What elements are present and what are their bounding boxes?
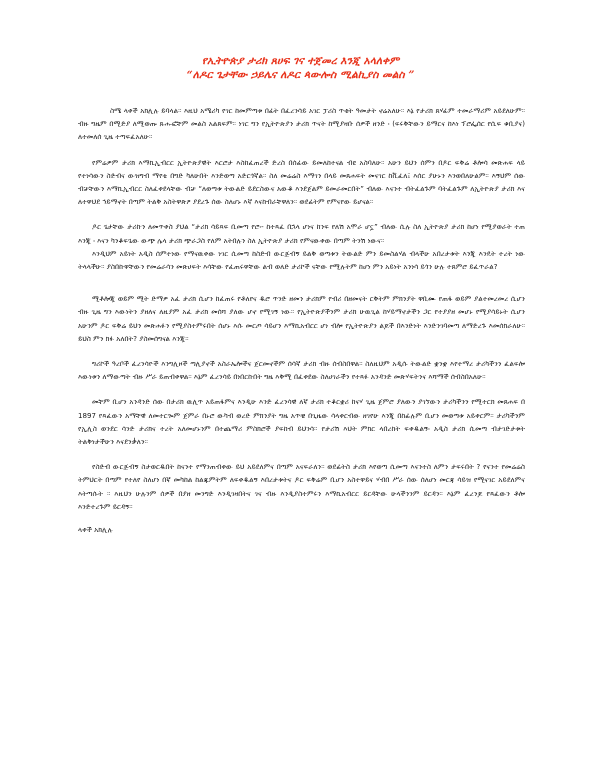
paragraph-4: እንዲህም አይነት አዲስ ሰምተነው የማናዉቀው ነገር ሲመጣ ከስድብ ውርጅብኝ ይልቅ ወጣቱን ትውልድ ምን ይመስልሃል ብላችሁ አበረታቱት እንጂ እንዴት ተረት ነው ትላላችሁ። ያስበኩዋቸውን የመሬራሳን መጽሀፍት እሳቸው የፈጠሩዋቸው ልብ ወለድ ታሪኮች ናቸው የሚሉትም ከሆነ ምን አይነት አንነሳ ይጎን ሁሉ ተጸምሮ ይፈጥራል? xyxy=(78,248,525,272)
document-body xyxy=(78,104,525,535)
paragraph-5: ሚቶሎጂ ወይም ሚት ድማዎ አፈ ታሪክ ሲሆን ከፈጠሩ የቶለየና ዱሮ ጥንድ ዘመን ታሪክም የብሪ በዘመናት ርቅትም ምክንያት ዋቢሙ የጠፋ ወይም ያልተመረመረ ሲሆን ብዙ ጊዜ ግን እውነትን ያዘለና ለዚያም አፈ ታሪክ መሰሻ ያለው ሆኖ የሚገኝ ነው። የኢትዮጵያችንም ታሪክ ሁዉጊል ከሃይማኖታችን ጋር የተያያዘ መሆኑ የሚያሳይኑት ሲሆን አሁንም ዶር ፍቅሬ ይህን መጽሐፉን የሚያስተምሩበት ሰሆኑ እሱ መርጦ ሳይሆን እማኪአብርር ሆነ ብሎ የኢትዮጵያን ልጆች በእንድነት እንድንገባመጣ ለማድረጉ እመሰክራለሁ። ይህስ ምን ክፉ አለበት? ያስመሰግናል እንጂ። xyxy=(78,294,525,343)
signature: ላቀች አክሊሉ xyxy=(78,525,113,535)
paragraph-8: የስድብ ውርጅብኝ ስታወርዱበት ከናንተ የማንጠብቀው ይህ አይደለምና በጣም አናፍራለን። ወደፊትስ ታሪክ እየወጣ ሲመጣ እናንተስ ለምን ታፍሩበት ? የናንተ የመሬሬስ ትምህርት በጣም የተለየ ስለሆነ በኛ መካከል ከልጁምትም ለፍቀዱልኝ እበረታቱትና ዶር ፍቅሬም ቢሆን አስተዋይና ሃብበ ሥራ ሰው ሰለሆነ መርጃ ሳይዝ የሚናገር አይደለምና እትጣሱት ። እዚህን ሁሉንም ሰዎች በያዘ መንግድ እንዲገዛበትና ገና ብዙ እንዲያስተምሩን እማኪአብርር ይርዳቸው ሁላችንንም ይርዳን። እኔም ፈረንጆ የጻፈውን ቶሎ እንድተረጉም ይርዳኝ። xyxy=(78,462,525,511)
title-line-1: የኢትዮጵያ ታሪክ ጸሀፍ ገና ተጀመረ እንጂ አላለቀም xyxy=(201,55,400,67)
paragraph-7: መቸም ቢሆን አንዳንድ ሰው በታሪክ ዉሊጥ አይጠፋምና እንዲሁ እንድ ፈረንሳዊ ለኛ ታሪክ ተቆርቋሪ ከናሃ ጊዜ ጀምሮ ያለውን ያገኘውን ታሪካችንን የሚተርክ መጸሐፍ በ 1897 የጻፈውን አማቸዊ ለመተርጐም ጀምራ በኑሮ ውካብ ወረድ ምክንያት ግዜ አጥቼ በጊዜው ሳላቀርብው ዘገየሁ እንጂ በከፊሉም ቢሆን መወጣቱ አይቀርም። ታሪካችንም የኢሊስ ወንደር ሳንድ ታሪክና ተረት አለመሆኑንም በተጨማሪ ምስክሮች ያፍከብ ይህንሳ። የታሪሽ እህት ምክር ላበረከት ፍቀዱልኝ፡ አዲስ ታሪክ ሲመጣ ብታገድታቱት ትልቅነታችሁን እናደንቃለን። xyxy=(78,397,525,447)
title-line-2: “ለዶር ጌታቸው ኃይሌና ለዶር ጳውሎስ ሚልኪያስ መልስ ” xyxy=(186,69,415,81)
document-title xyxy=(78,54,523,82)
paragraph-2: የምሬዎም ታሪክ እማኪኢብርር ኢትዮጵያዊት እርሮታ እስከፈጠረች ድረስ በሰፊው ይመለከተናል ብዩ አስባለሁ። አሁን ይህን ሰምን በዶር ፍቅሬ ቶሎሳ መጽሐፍ ላይ የተነሳውን ስድብና ውዝግብ ማየቴ በግድ ካለሁበት እንድወጣ አድርጎኛል። ስለ መሬሬስ እማገን በላይ መጸሐፍት መናገር ከቪፈለ፤ እሰር ያሁኑን እንወበለሁልም። እኝህም ሰው ብቻቸውን እማኪኢብርር ስለፈቀደላቸው ብቻ “ለወጣቱ ትውልድ ይደርስውና አውቆ እንደጀልም ይመራመርበት” ብለው እናንተ ብትፈልጉም ባትፈልጉም ለኢትዮጵያ ታሪክ እና ለተዋህደ ኅይማኖት በጣም ትልቅ አስትዋጽዖ ያደረጉ ሰው ስለሆኑ እኛ እናከብራቸዋለን። ወደፊትም የምናየው ይሆናል። xyxy=(78,157,525,207)
paragraph-3: ዶር ጌታቸው ታሪኩን ለመጥቀስ ያህል “ታሪክ ሳይጻፍ ቢመጣ የሮ፡- ከተጻፈ በኋላ ሆነና ከንፍ የለሽ አሞራ ሆኗ” ብለው ሲሉ ስለ ኢትዮጵያ ታሪክ ከሆነ የሚያወራት ተጠ እንጂ ፡ እናን ካንቆፍጌው ውጭ ሌላ ታሪክ ጭራጋስ የለም አትበሉን ስለ ኢትዮጵያ ታሪክ የምናውቀው በጣም ትንሽ ነውና። xyxy=(78,222,525,245)
paragraph-6: ግሪኮች ዓረቦች ፈረንሳዮች እንግሊዞች ጣሊያኖች አስራኤሎችና ጀርመኖችም ሰሳኛ ታሪክ ብዙ ሰብስበዋል። ስለዚህም አዲሱ ትውልድ ቋንቋ እየተማረ ታሪካችንን ፈልፍሎ እውነቱን ለማውጣት ብዙ ሥራ ይጠብቀዋል። እኔም ፈረንሳይ በነበርኩበት ግዜ እቅሚ በፈቀደው ስለሀገራችን የተጻፉ አንዳንድ መጽሃፍትንና እሻማች ሰብስበአለሁ። xyxy=(78,359,525,382)
paragraph-1: ስሜ ላቀች አክሊሉ ይባላል። እዚህ አሜሪካ የገር ከመምጣቱ በፊት በፈረንሳይ አገር ፓሪስ ጥቂት ዓመታት ኖሬአለሁ። እኔ የታሪክ ጸሃፊም ተመራማሪም አይደለሁም። ብዙ ግዜም በሚድያ ለሚወጡ ጹሑፎቸም መልስ አልጸፍም። ነገር ግን የኢትዮጵያን ታሪክ ጥናት ከሚያዛቡ ሰዎች ዘንድ ፡ (ፍሩቅቸውን ይማርና ከእነ ፕሮፌሰር የሲፍ ቁቢያና) ለተመለሰ ጊዜ ተጣፍፈአለሁ። xyxy=(78,106,525,142)
